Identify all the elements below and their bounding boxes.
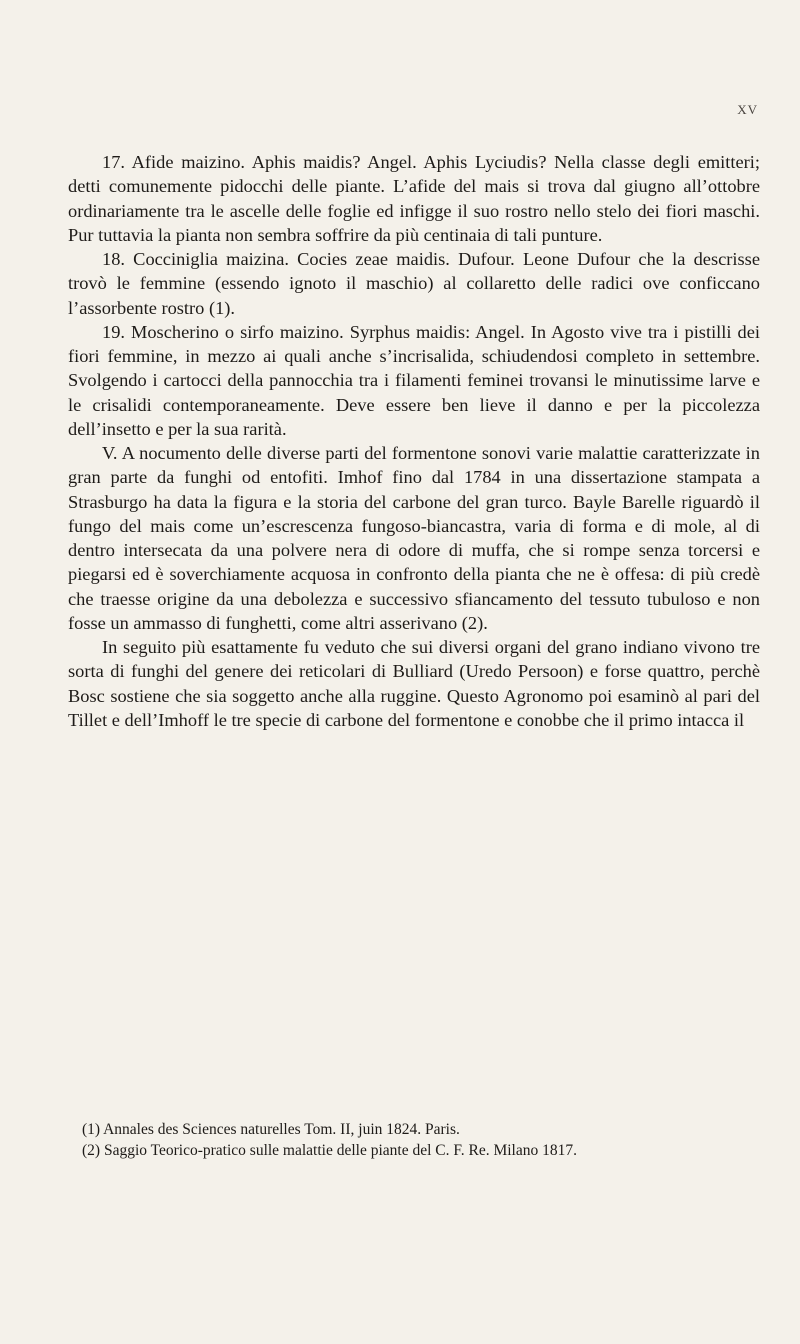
footnote-1: (1) Annales des Sciences naturelles Tom. II, juin 1824. Paris.	[82, 1121, 460, 1138]
footnote-2: (2) Saggio Teorico-pratico sulle malattie delle piante del C. F. Re. Milano 1817.	[82, 1141, 577, 1159]
paragraph-cocciniglia-maizina: 18. Cocciniglia maizina. Cocies zeae maidis. Dufour. Leone Dufour che la descrisse trovò le femmine (essendo ignoto il maschio) al collaretto delle radici ove conficcano l’assorbente rostro (1).	[68, 249, 760, 318]
footnotes	[68, 1120, 760, 1161]
paragraph-funghi-carbone: In seguito più esattamente fu veduto che sui diversi organi del grano indiano vivono tre sorta di funghi del genere dei reticolari di Bulliard (Uredo Persoon) e forse quattro, perchè Bosc sostiene che sia soggetto anche alla ruggine. Questo Agronomo poi esaminò al pari del Tillet e dell’Imhoff le tre specie di carbone del formentone e conobbe che il primo intacca il	[68, 637, 760, 730]
paragraph-malattie-formentone: V. A nocumento delle diverse parti del formentone sonovi varie malattie caratterizzate in gran parte da funghi od entofiti. Imhof fino dal 1784 in una dissertazione stampata a Strasburgo ha data la figura e la storia del carbone del gran turco. Bayle Barelle riguardò il fungo del mais come un’escrescenza fungoso-biancastra, varia di forma e di mole, al di dentro intersecata da una polvere nera di odore di muffa, che si rompe senza torcersi e piegarsi ed è soverchiamente acquosa in confronto della pianta che ne è offesa: di più credè che traesse origine da una debolezza e successivo sfiancamento del tessuto tubuloso e non fosse un ammasso di funghetti, come altri asserivano (2).	[68, 443, 760, 633]
paragraph-moscherino-maizino: 19. Moscherino o sirfo maizino. Syrphus maidis: Angel. In Agosto vive tra i pistilli dei fiori femmine, in mezzo ai quali anche s’incrisalida, schiudendosi completo in settembre. Svolgendo i cartocci della pannocchia tra i filamenti feminei trovansi le minutissime larve e le crisalidi contemporaneamente. Deve essere ben lieve il danno e per la piccolezza dell’insetto e per la sua rarità.	[68, 321, 760, 439]
body-text	[68, 150, 760, 732]
paragraph-afide-maizino: 17. Afide maizino. Aphis maidis? Angel. Aphis Lyciudis? Nella classe degli emitteri; detti comunemente pidocchi delle piante. L’afide del mais si trova dal giugno all’ottobre ordinariamente tra le ascelle delle foglie ed infigge il suo rostro nello stelo dei fiori maschi. Pur tuttavia la pianta non sembra soffrire da più centinaia di tali punture.	[68, 152, 760, 245]
page-number: XV	[737, 102, 758, 117]
